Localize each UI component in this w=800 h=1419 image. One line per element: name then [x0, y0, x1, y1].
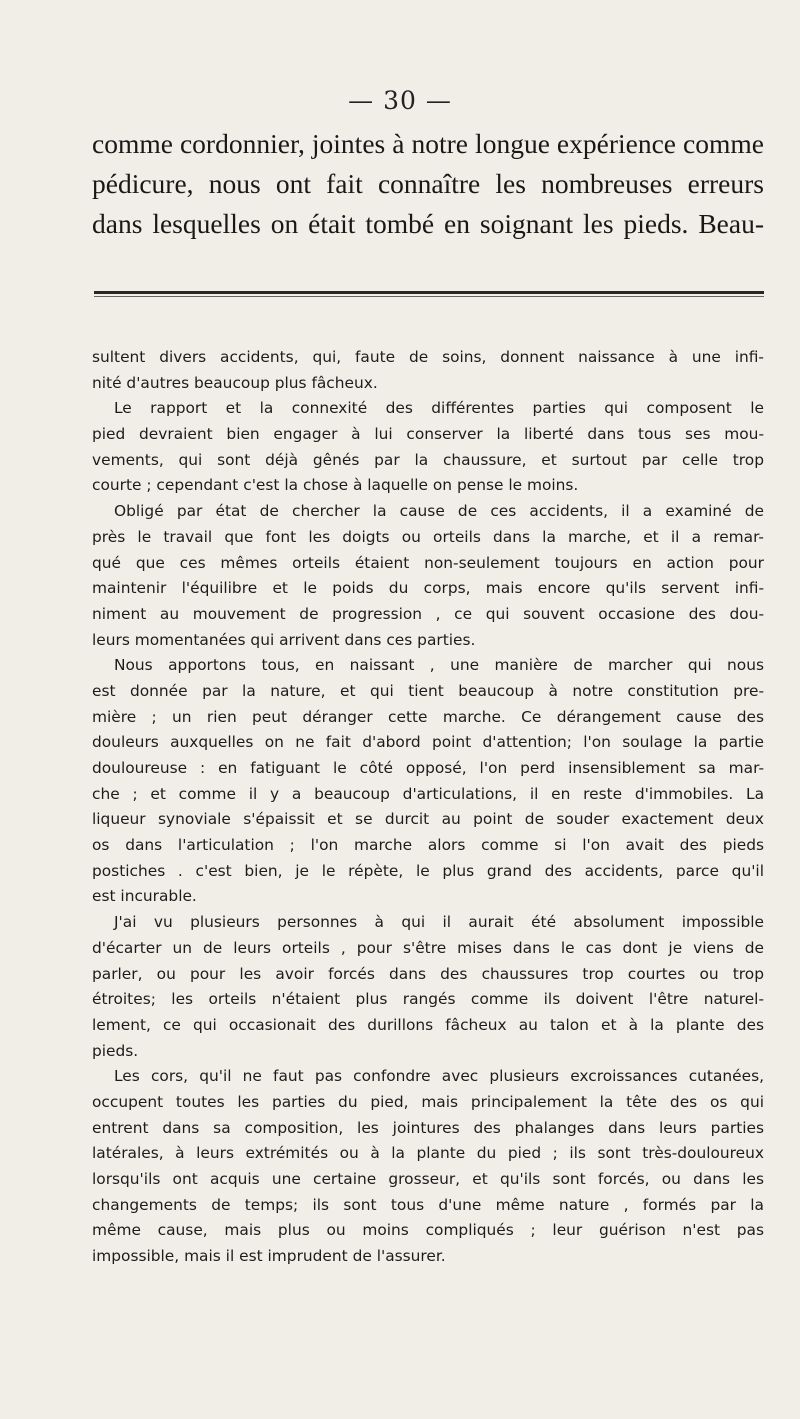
- body-line: lorsqu'ils ont acquis une certaine grosseur, et qu'ils sont forcés, ou dans les: [92, 1170, 764, 1188]
- body-line: pied devraient bien engager à lui conserver la liberté dans tous ses mou-: [92, 425, 764, 444]
- body-line: entrent dans sa composition, les jointures des phalanges dans leurs parties: [92, 1118, 764, 1137]
- body-line: impossible, mais il est imprudent de l'assurer.: [92, 1247, 446, 1266]
- body-line: est donnée par la nature, et qui tient beaucoup à notre constitution pre-: [92, 681, 764, 700]
- body-line: latérales, à leurs extrémités ou à la plante du pied ; ils sont très-douloureux: [92, 1144, 764, 1163]
- body-line: J'ai vu plusieurs personnes à qui il aurait été absolument impossible: [114, 913, 764, 932]
- top-line: comme cordonnier, jointes à notre longue expérience comme: [92, 128, 764, 159]
- body-line: douloureuse : en fatiguant le côté opposé, l'on perd insensiblement sa mar-: [92, 759, 764, 777]
- body-line: est incurable.: [92, 887, 197, 906]
- body-line: nité d'autres beaucoup plus fâcheux.: [92, 373, 378, 392]
- body-line: liqueur synoviale s'épaissit et se durcit au point de souder exactement deux: [92, 810, 764, 829]
- section-divider: [94, 291, 764, 294]
- body-line: qué que ces mêmes orteils étaient non-seulement toujours en action pour: [92, 553, 764, 572]
- page-number: — 30 —: [348, 86, 452, 115]
- body-line: parler, ou pour les avoir forcés dans des chaussures trop courtes ou trop: [92, 964, 764, 983]
- body-line: Les cors, qu'il ne faut pas confondre avec plusieurs excroissances cutanées,: [114, 1067, 764, 1086]
- section-divider-thin: [94, 296, 764, 297]
- body-line: d'écarter un de leurs orteils , pour s'être mises dans le cas dont je viens de: [92, 938, 764, 957]
- body-line: sultent divers accidents, qui, faute de soins, donnent naissance à une infi-: [92, 348, 764, 366]
- body-line: courte ; cependant c'est la chose à laquelle on pense le moins.: [92, 476, 579, 495]
- body-line: étroites; les orteils n'étaient plus rangés comme ils doivent l'être naturel-: [92, 990, 764, 1009]
- top-line: dans lesquelles on était tombé en soignant les pieds. Beau-: [92, 208, 764, 239]
- body-line: lement, ce qui occasionait des durillons fâcheux au talon et à la plante des: [92, 1015, 764, 1034]
- body-line: près le travail que font les doigts ou orteils dans la marche, et il a remar-: [92, 527, 764, 546]
- top-paragraph: [92, 124, 764, 244]
- body-line: Obligé par état de chercher la cause de ces accidents, il a examiné de: [114, 502, 764, 521]
- body-line: même cause, mais plus ou moins compliqués ; leur guérison n'est pas: [92, 1221, 764, 1240]
- body-line: niment au mouvement de progression , ce qui souvent occasione des dou-: [92, 604, 764, 623]
- body-line: changements de temps; ils sont tous d'une même nature , formés par la: [92, 1195, 764, 1214]
- body-line: che ; et comme il y a beaucoup d'articulations, il en reste d'immobiles. La: [92, 784, 764, 803]
- body-line: mière ; un rien peut déranger cette marche. Ce dérangement cause des: [92, 707, 764, 726]
- body-line: occupent toutes les parties du pied, mais principalement la tête des os qui: [92, 1092, 764, 1111]
- body-line: Nous apportons tous, en naissant , une manière de marcher qui nous: [114, 656, 764, 675]
- body-text: [92, 345, 764, 1270]
- body-line: vements, qui sont déjà gênés par la chaussure, et surtout par celle trop: [92, 450, 764, 469]
- top-line: pédicure, nous ont fait connaître les nombreuses erreurs: [92, 168, 764, 199]
- body-line: pieds.: [92, 1041, 139, 1060]
- body-line: douleurs auxquelles on ne fait d'abord point d'attention; l'on soulage la partie: [92, 733, 764, 752]
- body-line: maintenir l'équilibre et le poids du corps, mais encore qu'ils servent infi-: [92, 579, 764, 598]
- body-line: os dans l'articulation ; l'on marche alors comme si l'on avait des pieds: [92, 836, 764, 855]
- body-line: Le rapport et la connexité des différentes parties qui composent le: [114, 399, 764, 418]
- body-line: postiches . c'est bien, je le répète, le plus grand des accidents, parce qu'il: [92, 861, 764, 880]
- body-line: leurs momentanées qui arrivent dans ces parties.: [92, 630, 476, 649]
